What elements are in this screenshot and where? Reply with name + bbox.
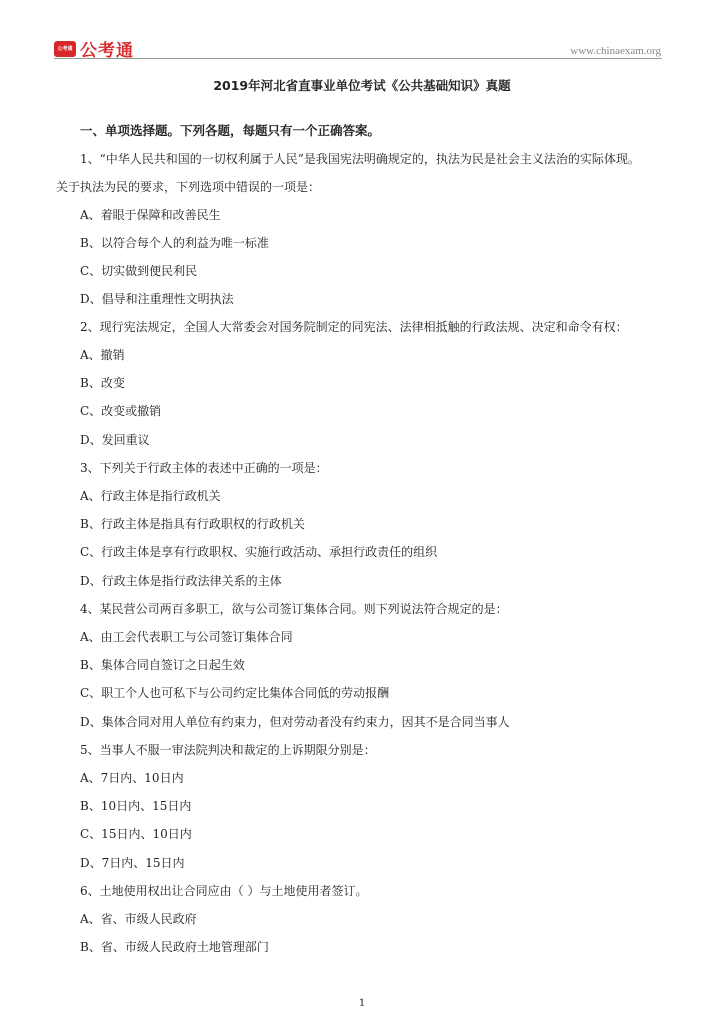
logo-text: 公考通	[80, 41, 134, 61]
section-heading: 一、单项选择题。下列各题，每题只有一个正确答案。	[80, 123, 381, 138]
page-header	[0, 0, 724, 64]
question-2-option-b: B、改变	[80, 376, 125, 390]
question-1-option-d: D、倡导和注重理性文明执法	[80, 292, 234, 306]
question-5-option-c: C、15日内、10日内	[80, 827, 192, 841]
question-1-stem-line-2: 关于执法为民的要求，下列选项中错误的一项是：	[56, 180, 321, 194]
question-2-stem: 2、现行宪法规定，全国人大常委会对国务院制定的同宪法、法律相抵触的行政法规、决定和命令有权：	[80, 320, 628, 334]
site-url: www.chinaexam.org	[570, 45, 661, 57]
question-1-option-a: A、着眼于保障和改善民生	[80, 208, 221, 222]
document-title: 2019年河北省直事业单位考试《公共基础知识》真题	[213, 78, 511, 93]
question-5-option-a: A、7日内、10日内	[80, 771, 184, 785]
question-3-option-c: C、行政主体是享有行政职权、实施行政活动、承担行政责任的组织	[80, 545, 438, 559]
question-5-option-d: D、7日内、15日内	[80, 856, 185, 870]
question-3-option-d: D、行政主体是指行政法律关系的主体	[80, 574, 282, 588]
question-2-option-c: C、改变或撤销	[80, 404, 162, 418]
question-4-option-b: B、集体合同自签订之日起生效	[80, 658, 245, 672]
logo-badge-icon: 公考通	[54, 41, 76, 57]
question-1-option-c: C、切实做到便民利民	[80, 264, 198, 278]
question-6-option-a: A、省、市级人民政府	[80, 912, 197, 926]
question-5-option-b: B、10日内、15日内	[80, 799, 192, 813]
question-2-option-d: D、发回重议	[80, 433, 150, 447]
question-3-stem: 3、下列关于行政主体的表述中正确的一项是：	[80, 461, 328, 475]
question-6-option-b: B、省、市级人民政府土地管理部门	[80, 940, 269, 954]
question-3-option-b: B、行政主体是指具有行政职权的行政机关	[80, 517, 305, 531]
question-4-option-a: A、由工会代表职工与公司签订集体合同	[80, 630, 293, 644]
question-1-option-b: B、以符合每个人的利益为唯一标准	[80, 236, 269, 250]
question-2-option-a: A、撤销	[80, 348, 125, 362]
header-divider	[54, 58, 662, 59]
question-4-stem: 4、某民营公司两百多职工，欲与公司签订集体合同。则下列说法符合规定的是：	[80, 602, 508, 616]
question-4-option-c: C、职工个人也可私下与公司约定比集体合同低的劳动报酬	[80, 686, 390, 700]
question-4-option-d: D、集体合同对用人单位有约束力，但对劳动者没有约束力，因其不是合同当事人	[80, 715, 510, 729]
page-number: 1	[358, 998, 366, 1009]
question-5-stem: 5、当事人不服一审法院判决和裁定的上诉期限分别是：	[80, 743, 376, 757]
question-1-stem-line-1: 1、“中华人民共和国的一切权利属于人民”是我国宪法明确规定的，执法为民是社会主义法治的实际体现。	[80, 152, 640, 166]
question-6-stem: 6、土地使用权出让合同应由（ ）与土地使用者签订。	[80, 884, 368, 898]
question-3-option-a: A、行政主体是指行政机关	[80, 489, 221, 503]
